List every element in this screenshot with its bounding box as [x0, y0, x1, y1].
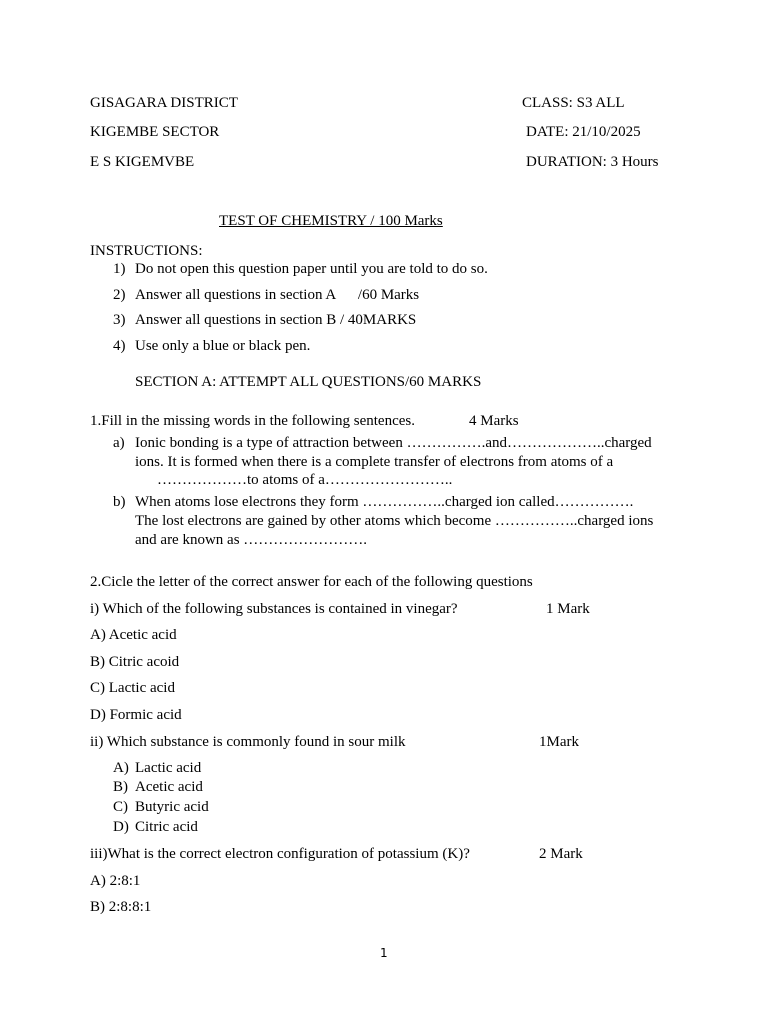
option-letter: D): [113, 819, 129, 835]
q2-stem: 2.Cicle the letter of the correct answer for each of the following questions: [90, 574, 533, 590]
duration-label: DURATION: 3 Hours: [526, 154, 659, 170]
instruction-number: 4): [113, 338, 126, 354]
test-title: TEST OF CHEMISTRY / 100 Marks: [219, 213, 443, 229]
q2-ii-option: [113, 798, 209, 817]
q2-iii-text: iii)What is the correct electron configuration of potassium (K)?: [90, 846, 470, 862]
section-a-heading: SECTION A: ATTEMPT ALL QUESTIONS/60 MARKS: [135, 374, 482, 390]
q2-i-option: D) Formic acid: [90, 707, 182, 723]
q1-b-label: b): [113, 494, 126, 510]
instruction-text: Answer all questions in section A /60 Marks: [135, 287, 420, 303]
q1-marks: 4 Marks: [469, 413, 519, 429]
instruction-number: 3): [113, 312, 126, 328]
instruction-number: 2): [113, 287, 126, 303]
q1-b-line3: and are known as …………………….: [135, 532, 368, 548]
sector-label: KIGEMBE SECTOR: [90, 124, 220, 140]
option-letter: B): [113, 779, 128, 795]
instruction-item: [113, 260, 488, 279]
q2-iii-option: A) 2:8:1: [90, 873, 141, 889]
date-label: DATE: 21/10/2025: [526, 124, 641, 140]
instruction-text: Do not open this question paper until you are told to do so.: [135, 261, 488, 277]
option-letter: C): [113, 799, 128, 815]
option-text: Acetic acid: [135, 779, 203, 795]
option-text: Butyric acid: [135, 799, 209, 815]
school-label: E S KIGEMVBE: [90, 154, 195, 170]
option-text: Citric acid: [135, 819, 198, 835]
q2-i-option: A) Acetic acid: [90, 627, 177, 643]
q1-a-line3: ………………to atoms of a……………………..: [157, 472, 453, 488]
q1-b-line2: The lost electrons are gained by other atoms which become ……………..charged ions: [135, 513, 654, 529]
instruction-text: Answer all questions in section B / 40MARKS: [135, 312, 417, 328]
q2-iii-option: B) 2:8:8:1: [90, 899, 152, 915]
q2-iii-marks: 2 Mark: [539, 846, 583, 862]
q2-ii-marks: 1Mark: [539, 734, 579, 750]
instruction-number: 1): [113, 261, 126, 277]
option-letter: A): [113, 760, 129, 776]
q1-b-line1: When atoms lose electrons they form ……………..charged ion called…………….: [135, 494, 634, 510]
option-text: Lactic acid: [135, 760, 202, 776]
class-label: CLASS: S3 ALL: [522, 95, 625, 111]
instructions-heading: INSTRUCTIONS:: [90, 243, 203, 259]
q1-a-line1: Ionic bonding is a type of attraction between …………….and………………..charged: [135, 435, 652, 451]
q2-i-option: C) Lactic acid: [90, 680, 175, 696]
q1-stem: 1.Fill in the missing words in the following sentences.: [90, 413, 415, 429]
instruction-item: [113, 286, 419, 305]
q1-a-line2: ions. It is formed when there is a complete transfer of electrons from atoms of a: [135, 454, 614, 470]
district-label: GISAGARA DISTRICT: [90, 95, 238, 111]
q2-ii-text: ii) Which substance is commonly found in sour milk: [90, 734, 406, 750]
page-number: 1: [380, 946, 388, 960]
q1-a-label: a): [113, 435, 125, 451]
instruction-text: Use only a blue or black pen.: [135, 338, 311, 354]
q2-ii-option: [113, 818, 198, 837]
instruction-item: [113, 337, 310, 356]
q2-ii-option: [113, 759, 201, 778]
instruction-item: [113, 311, 416, 330]
q2-ii-option: [113, 778, 203, 797]
q2-i-option: B) Citric acoid: [90, 654, 180, 670]
q2-i-text: i) Which of the following substances is contained in vinegar?: [90, 601, 458, 617]
q2-i-marks: 1 Mark: [546, 601, 590, 617]
